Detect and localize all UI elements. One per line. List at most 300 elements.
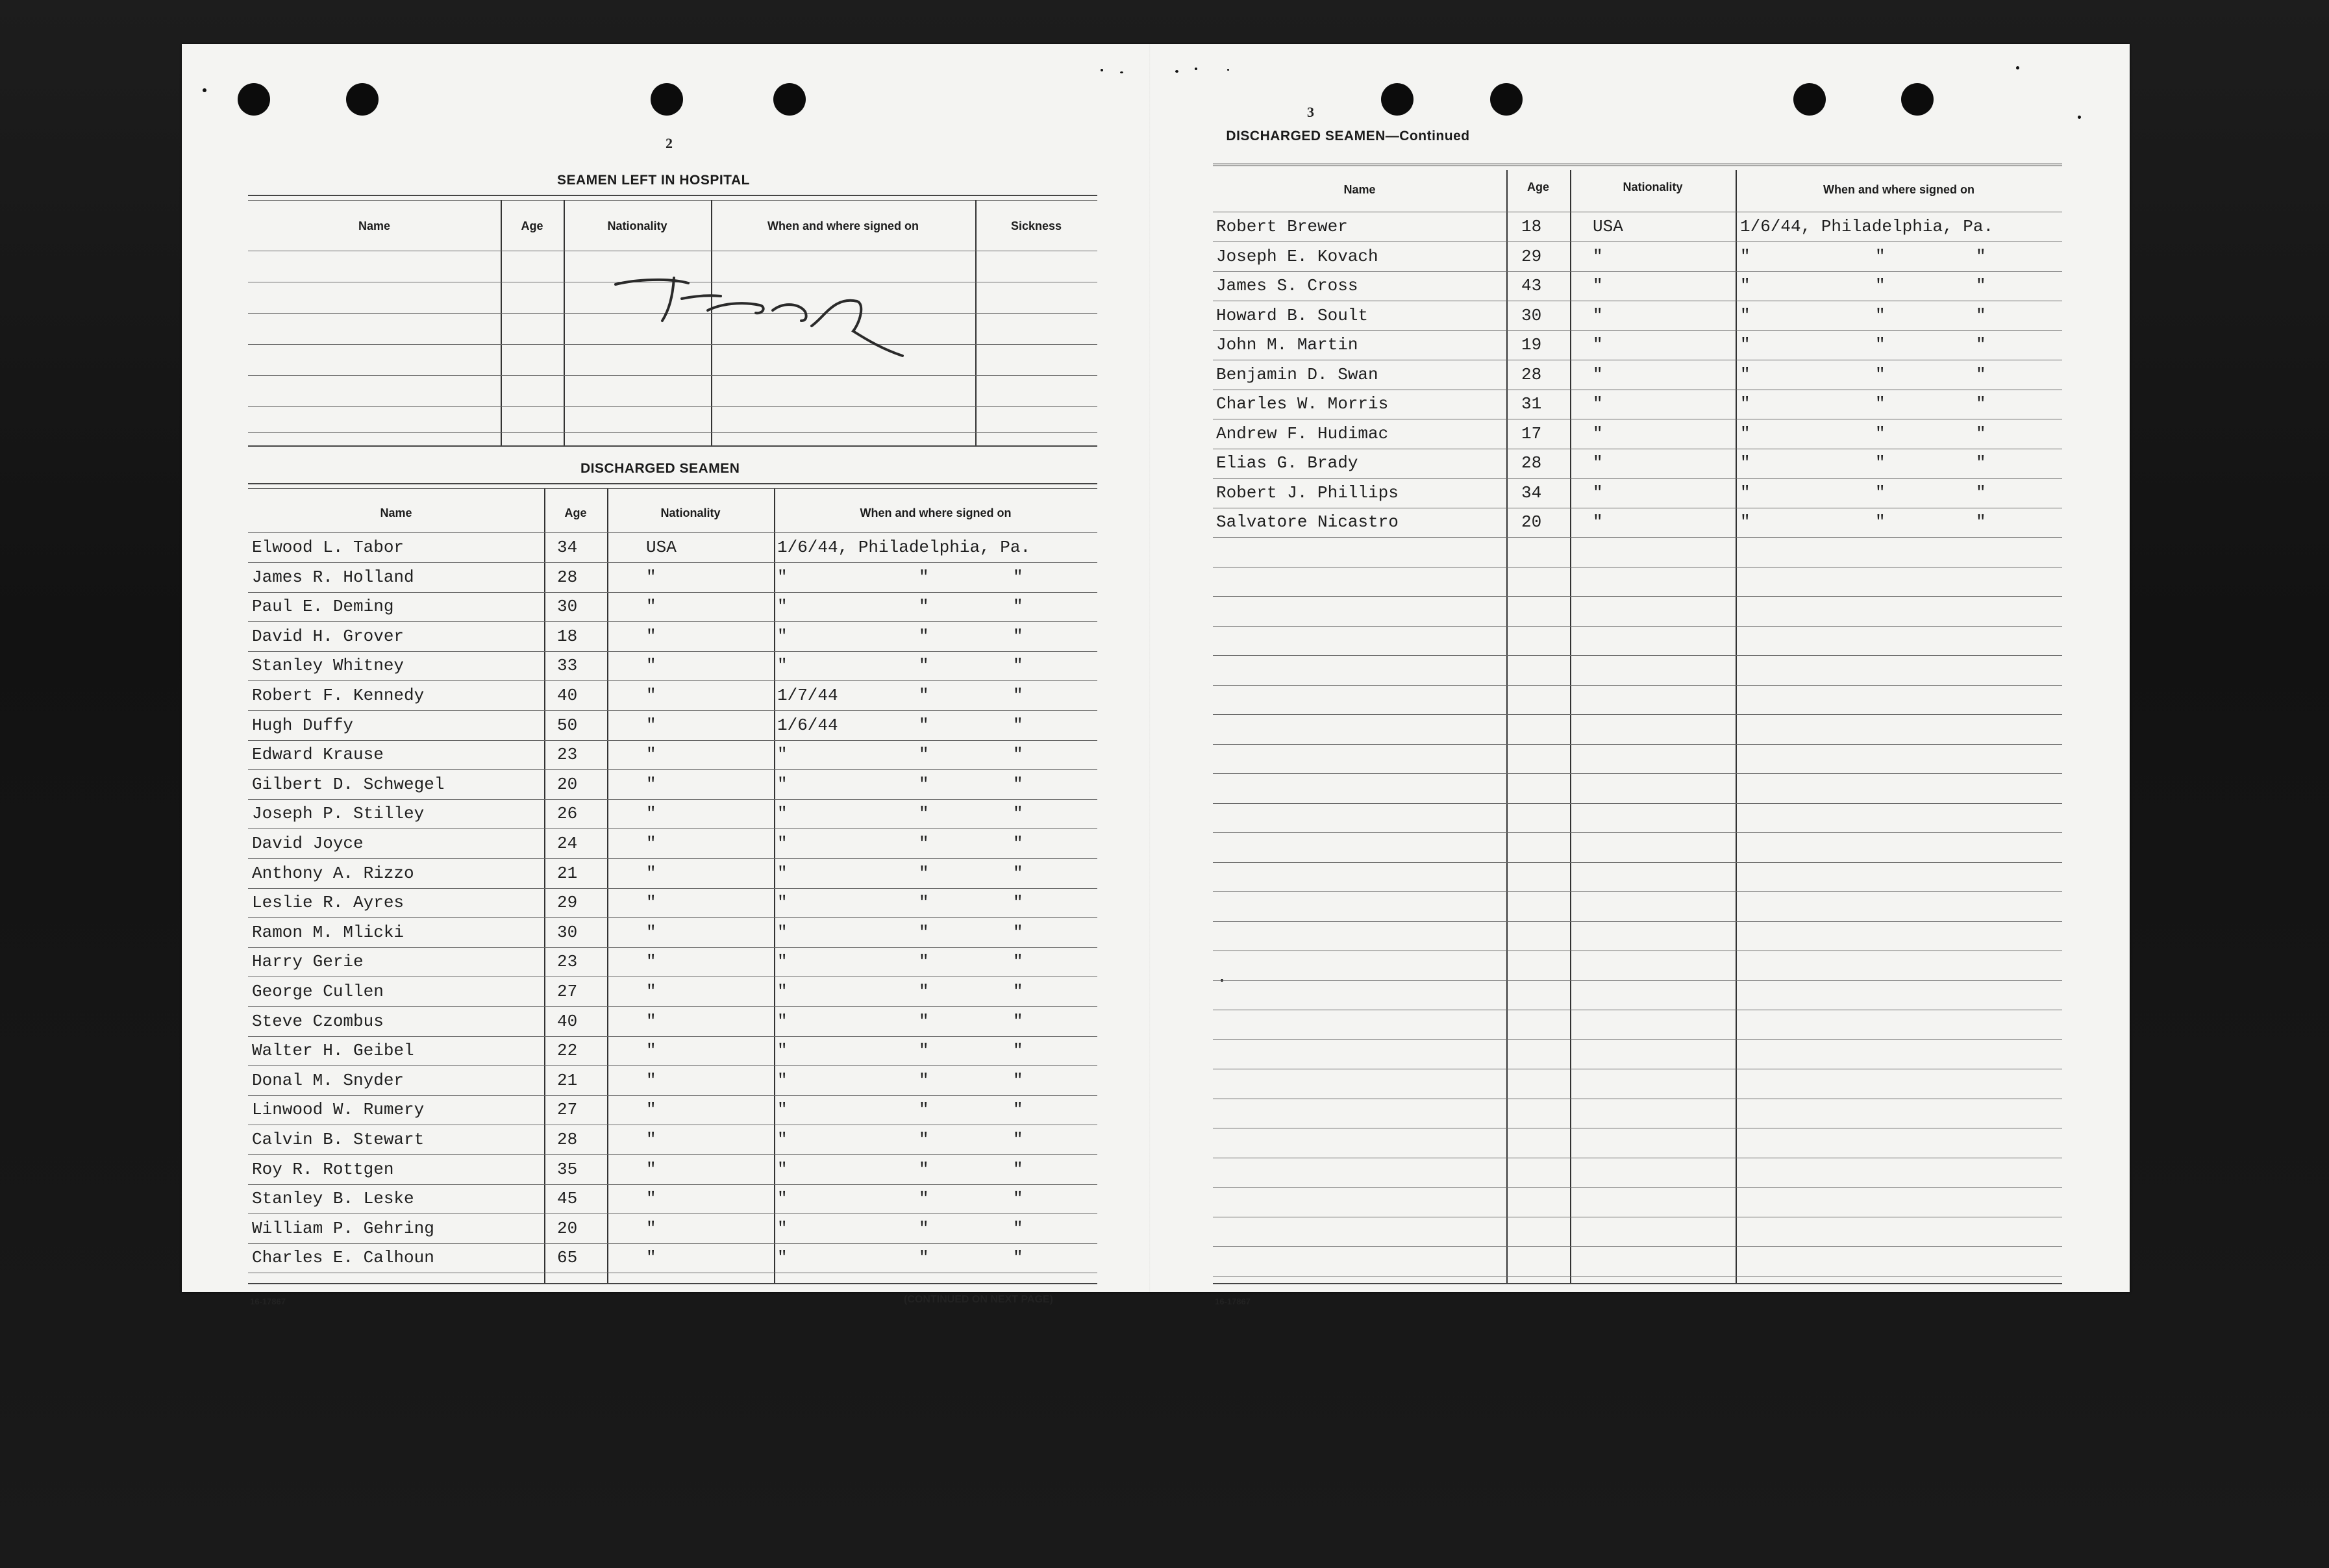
ditto-mark: " [1013,1100,1023,1119]
seaman-nationality: USA [646,538,677,557]
row-line [1213,1187,2062,1188]
seaman-nationality: " [646,1189,656,1208]
row-line [248,769,1097,770]
seaman-nationality: " [646,1041,656,1060]
seaman-age: 50 [557,716,578,735]
ditto-mark: " [919,982,929,1001]
signed-on: " [777,804,788,823]
ditto-mark: " [1875,424,1886,443]
signed-on: " [777,1160,788,1179]
ditto-mark: " [919,1219,929,1238]
table-rule [248,195,1097,196]
row-line [1213,714,2062,715]
row-line [248,1065,1097,1066]
none-signature [610,258,909,369]
ditto-mark: " [1013,1248,1023,1267]
ditto-mark: " [1875,247,1886,266]
seaman-nationality: " [646,864,656,883]
seaman-name: Anthony A. Rizzo [252,864,414,883]
seaman-nationality: " [646,952,656,971]
seaman-age: 28 [1521,365,1542,384]
signed-on: " [1740,276,1750,295]
seaman-age: 33 [557,656,578,675]
page-number: 3 [1307,104,1314,120]
ditto-mark: " [1013,716,1023,735]
seaman-age: 28 [557,567,578,587]
ditto-mark: " [919,567,929,587]
ditto-mark: " [919,952,929,971]
ditto-mark: " [1013,982,1023,1001]
ditto-mark: " [919,1071,929,1090]
hospital-section-title: SEAMEN LEFT IN HOSPITAL [557,173,750,188]
ditto-mark: " [919,716,929,735]
signed-on: " [777,1071,788,1090]
seaman-name: Calvin B. Stewart [252,1130,425,1149]
seaman-age: 22 [557,1041,578,1060]
seaman-age: 40 [557,1012,578,1031]
column-header-age: Age [521,219,543,232]
signed-on: " [1740,365,1750,384]
signed-on: " [1740,394,1750,414]
signed-on: " [1740,424,1750,443]
seaman-nationality: " [1593,483,1603,503]
seaman-name: James R. Holland [252,567,414,587]
ditto-mark: " [919,1248,929,1267]
column-header-age: Age [564,506,587,519]
seaman-name: Leslie R. Ayres [252,893,405,912]
signed-on: " [1740,247,1750,266]
row-line [248,406,1097,407]
signed-on: " [777,745,788,764]
seaman-age: 35 [557,1160,578,1179]
seaman-nationality: " [646,893,656,912]
table-rule [1213,1283,2062,1284]
ditto-mark: " [1013,1041,1023,1060]
seaman-age: 21 [557,1071,578,1090]
ditto-mark: " [919,597,929,616]
row-line [1213,478,2062,479]
ditto-mark: " [1013,893,1023,912]
ditto-mark: " [1013,1012,1023,1031]
seaman-nationality: " [646,834,656,853]
column-divider [1736,170,1737,1284]
seaman-age: 34 [557,538,578,557]
seaman-name: James S. Cross [1216,276,1358,295]
column-divider [1570,170,1571,1284]
signed-on: " [1740,306,1750,325]
seaman-name: Howard B. Soult [1216,306,1369,325]
seaman-nationality: " [646,597,656,616]
seaman-age: 23 [557,952,578,971]
seaman-age: 26 [557,804,578,823]
column-header-nationality: Nationality [1623,180,1683,193]
seaman-nationality: " [1593,335,1603,355]
seaman-age: 20 [1521,512,1542,532]
ditto-mark: " [1875,306,1886,325]
seaman-age: 23 [557,745,578,764]
seaman-nationality: " [646,775,656,794]
seaman-name: Stanley Whitney [252,656,405,675]
seaman-name: Charles W. Morris [1216,394,1389,414]
signed-on: " [777,1248,788,1267]
ditto-mark: " [1013,834,1023,853]
seaman-age: 20 [557,775,578,794]
ditto-mark: " [1976,306,1986,325]
ditto-mark: " [919,1189,929,1208]
seaman-nationality: " [1593,247,1603,266]
ditto-mark: " [1976,276,1986,295]
signed-on: " [777,656,788,675]
seaman-age: 34 [1521,483,1542,503]
seaman-name: Harry Gerie [252,952,364,971]
signed-on: " [1740,453,1750,473]
seaman-name: John M. Martin [1216,335,1358,355]
signed-on: " [1740,483,1750,503]
seaman-name: Elwood L. Tabor [252,538,405,557]
seaman-nationality: " [646,745,656,764]
ditto-mark: " [919,1041,929,1060]
seaman-nationality: " [1593,365,1603,384]
seaman-name: Linwood W. Rumery [252,1100,425,1119]
seaman-nationality: " [646,1100,656,1119]
ditto-mark: " [1875,483,1886,503]
seaman-name: David Joyce [252,834,364,853]
signed-on: 1/6/44 [777,716,838,735]
ditto-mark: " [919,775,929,794]
ditto-mark: " [1976,512,1986,532]
seaman-nationality: " [646,716,656,735]
seaman-name: Robert F. Kennedy [252,686,425,705]
seaman-nationality: " [1593,453,1603,473]
seaman-name: Gilbert D. Schwegel [252,775,445,794]
row-line [248,592,1097,593]
seaman-age: 24 [557,834,578,853]
row-line [248,651,1097,652]
ditto-mark: " [1013,923,1023,942]
seaman-nationality: " [646,1012,656,1031]
row-line [248,680,1097,681]
seaman-age: 29 [557,893,578,912]
seaman-name: Joseph E. Kovach [1216,247,1378,266]
signed-on: " [777,1100,788,1119]
seaman-name: Salvatore Nicastro [1216,512,1399,532]
ditto-mark: " [1976,424,1986,443]
column-divider [607,488,608,1284]
row-line [248,1154,1097,1155]
seaman-name: George Cullen [252,982,384,1001]
seaman-age: 27 [557,982,578,1001]
seaman-nationality: " [646,656,656,675]
discharged-section-title: DISCHARGED SEAMEN [580,461,740,476]
seaman-name: Andrew F. Hudimac [1216,424,1389,443]
ditto-mark: " [1013,597,1023,616]
row-line [248,1243,1097,1244]
row-line [248,947,1097,948]
seaman-name: Paul E. Deming [252,597,394,616]
seaman-name: Steve Czombus [252,1012,384,1031]
seaman-name: Benjamin D. Swan [1216,365,1378,384]
row-line [248,1006,1097,1007]
seaman-age: 43 [1521,276,1542,295]
ditto-mark: " [1875,365,1886,384]
seaman-name: Stanley B. Leske [252,1189,414,1208]
ditto-mark: " [1875,512,1886,532]
column-header-sickness: Sickness [1010,219,1062,232]
row-line [248,1213,1097,1214]
row-line [1213,537,2062,538]
row-line [1213,655,2062,656]
signed-on: 1/6/44, Philadelphia, Pa. [1740,217,1994,236]
seaman-age: 31 [1521,394,1542,414]
seaman-name: Robert J. Phillips [1216,483,1399,503]
ditto-mark: " [919,627,929,646]
seaman-name: Donal M. Snyder [252,1071,405,1090]
ditto-mark: " [1013,1219,1023,1238]
row-line [248,1095,1097,1096]
seaman-age: 30 [1521,306,1542,325]
signed-on: " [777,864,788,883]
ditto-mark: " [1976,365,1986,384]
column-header-signed-on: When and where signed on [767,219,919,232]
ditto-mark: " [919,834,929,853]
column-header-nationality: Nationality [660,506,721,519]
row-line [1213,921,2062,922]
table-rule [248,483,1097,484]
signed-on: " [777,775,788,794]
row-line [248,375,1097,376]
column-header-name: Name [358,219,391,232]
signed-on: " [777,1219,788,1238]
seaman-name: Elias G. Brady [1216,453,1358,473]
seaman-name: David H. Grover [252,627,405,646]
seaman-age: 28 [1521,453,1542,473]
seaman-age: 21 [557,864,578,883]
signed-on: " [777,1041,788,1060]
ditto-mark: " [1875,335,1886,355]
row-line [1213,685,2062,686]
ditto-mark: " [1875,453,1886,473]
ditto-mark: " [919,656,929,675]
seaman-age: 18 [557,627,578,646]
column-header-name: Name [380,506,412,519]
seaman-name: Charles E. Calhoun [252,1248,434,1267]
seaman-nationality: " [646,627,656,646]
column-divider [1506,170,1508,1284]
column-header-age: Age [1526,180,1549,193]
column-header-signed-on: When and where signed on [860,506,1012,519]
row-line [1213,773,2062,774]
seaman-nationality: " [1593,512,1603,532]
seaman-name: Roy R. Rottgen [252,1160,394,1179]
row-line [248,740,1097,741]
page-number: 2 [666,135,673,151]
ditto-mark: " [919,1160,929,1179]
column-divider [975,200,977,445]
signed-on: " [777,567,788,587]
seaman-age: 19 [1521,335,1542,355]
left-page [182,44,1149,1306]
seaman-name: Joseph P. Stilley [252,804,425,823]
seaman-age: 45 [557,1189,578,1208]
ditto-mark: " [919,804,929,823]
column-header-signed-on: When and where signed on [1823,183,1974,196]
ditto-mark: " [1013,804,1023,823]
seaman-name: Edward Krause [252,745,384,764]
seaman-nationality: " [1593,306,1603,325]
column-divider [564,200,565,445]
row-line [1213,862,2062,863]
continued-note: (CONTINUED ON NEXT PAGE) [904,1294,1053,1305]
ditto-mark: " [1976,335,1986,355]
row-line [1213,744,2062,745]
ditto-mark: " [919,745,929,764]
seaman-age: 30 [557,597,578,616]
signed-on: " [777,923,788,942]
row-line [248,1184,1097,1185]
seaman-nationality: " [646,686,656,705]
ditto-mark: " [1976,247,1986,266]
signed-on: " [777,1189,788,1208]
table-rule [248,1283,1097,1284]
row-line [248,799,1097,800]
ditto-mark: " [1976,453,1986,473]
seaman-age: 28 [557,1130,578,1149]
column-divider [774,488,775,1284]
column-divider [501,200,502,445]
signed-on: " [777,1130,788,1149]
seaman-age: 18 [1521,217,1542,236]
column-header-name: Name [1343,183,1376,196]
table-rule [248,488,1097,489]
ditto-mark: " [1013,627,1023,646]
ditto-mark: " [1875,276,1886,295]
signed-on: " [777,952,788,971]
signed-on: " [777,834,788,853]
row-line [1213,626,2062,627]
column-header-nationality: Nationality [607,219,667,232]
ditto-mark: " [919,686,929,705]
signed-on: " [777,893,788,912]
row-line [248,888,1097,889]
row-line [1213,891,2062,892]
seaman-age: 17 [1521,424,1542,443]
table-rule [248,445,1097,447]
row-line [248,710,1097,711]
seaman-nationality: " [646,804,656,823]
seaman-nationality: " [1593,394,1603,414]
signed-on: 1/7/44 [777,686,838,705]
ditto-mark: " [1013,1189,1023,1208]
ditto-mark: " [1976,483,1986,503]
seaman-age: 30 [557,923,578,942]
scanned-document [182,44,2130,1306]
row-line [248,1036,1097,1037]
row-line [248,621,1097,622]
seaman-nationality: " [646,567,656,587]
row-line [1213,596,2062,597]
signed-on: " [777,982,788,1001]
table-rule [248,200,1097,201]
seaman-nationality: " [646,1071,656,1090]
signed-on: " [777,597,788,616]
row-line [248,432,1097,433]
form-number: 16-17867 [1215,1297,1251,1306]
signed-on: " [1740,512,1750,532]
seaman-age: 40 [557,686,578,705]
row-line [1213,271,2062,272]
row-line [248,532,1097,533]
signed-on: " [1740,335,1750,355]
ditto-mark: " [1013,1130,1023,1149]
seaman-age: 65 [557,1248,578,1267]
row-line [1213,1246,2062,1247]
row-line [248,828,1097,829]
row-line [1213,832,2062,833]
row-line [1213,1039,2062,1040]
seaman-nationality: " [646,1160,656,1179]
seaman-name: William P. Gehring [252,1219,434,1238]
continued-section-title: DISCHARGED SEAMEN—Continued [1226,129,1470,143]
row-line [248,858,1097,859]
row-line [1213,330,2062,331]
ditto-mark: " [1976,394,1986,414]
column-divider [544,488,545,1284]
table-rule [1213,164,2062,166]
seaman-nationality: " [646,982,656,1001]
ditto-mark: " [1013,567,1023,587]
ditto-mark: " [1013,686,1023,705]
seaman-nationality: " [1593,424,1603,443]
ditto-mark: " [919,893,929,912]
seaman-age: 29 [1521,247,1542,266]
seaman-age: 27 [557,1100,578,1119]
signed-on: " [777,1012,788,1031]
ditto-mark: " [919,864,929,883]
ditto-mark: " [1013,864,1023,883]
ditto-mark: " [1013,656,1023,675]
ditto-mark: " [1013,952,1023,971]
seaman-nationality: " [646,1130,656,1149]
seaman-name: Hugh Duffy [252,716,354,735]
ditto-mark: " [919,1130,929,1149]
ditto-mark: " [1013,1071,1023,1090]
seaman-nationality: USA [1593,217,1623,236]
signed-on: 1/6/44, Philadelphia, Pa. [777,538,1031,557]
seaman-nationality: " [646,1248,656,1267]
ditto-mark: " [1013,745,1023,764]
row-line [248,917,1097,918]
right-page [1151,44,2130,1306]
row-line [248,562,1097,563]
seaman-name: Walter H. Geibel [252,1041,414,1060]
row-line [1213,803,2062,804]
ditto-mark: " [919,1012,929,1031]
ditto-mark: " [919,923,929,942]
seaman-name: Robert Brewer [1216,217,1348,236]
seaman-nationality: " [646,923,656,942]
seaman-nationality: " [1593,276,1603,295]
ditto-mark: " [1875,394,1886,414]
seaman-name: Ramon M. Mlicki [252,923,405,942]
seaman-age: 20 [557,1219,578,1238]
form-number: 16-17867 [250,1297,286,1306]
ditto-mark: " [919,1100,929,1119]
seaman-nationality: " [646,1219,656,1238]
ditto-mark: " [1013,775,1023,794]
signed-on: " [777,627,788,646]
row-line [1213,980,2062,981]
ditto-mark: " [1013,1160,1023,1179]
